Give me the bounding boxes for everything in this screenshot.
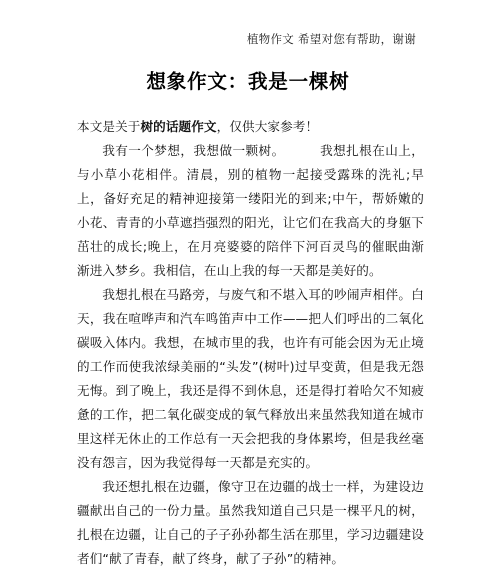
paragraph-1: 我有一个梦想，我想做一颗树。 我想扎根在山上，与小草小花相伴。清晨，别的植物一起接受露珠的洗礼;早上，备好充足的精神迎接第一缕阳光的到来;中午，帮娇嫩的小花、青青的小草遮挡强烈的阳光，让它们在我高大的身躯下茁壮的成长;晚上，在月亮婆婆的陪伴下河百灵鸟的催眠曲渐渐进入梦乡。我相信，在山上我的每一天都是美好的。	[77, 143, 424, 278]
intro-prefix: 本文是关于	[77, 119, 141, 134]
paragraph-3: 我还想扎根在边疆，像守卫在边疆的战士一样，为建设边疆献出自己的一份力量。虽然我知道自己只是一棵平凡的树，扎根在边疆，让自己的子子孙孙都生活在那里，学习边疆建设者们“献了青春，献了终身，献了子孙”的精神。	[77, 479, 424, 566]
document-body	[77, 115, 424, 571]
paragraph-2: 我想扎根在马路旁，与废气和不堪入耳的吵闹声相伴。白天，我在喧哗声和汽车鸣笛声中工作——把人们呼出的二氧化碳吸入体内。我想，在城市里的我，也许有可能会因为无止境的工作而使我浓绿美丽的“头发”(树叶)过早变黄，但是我无怨无悔。到了晚上，我还是得不到休息，还是得打着哈欠不知疲惫的工作，把二氧化碳变成的氧气释放出来虽然我知道在城市里这样无休止的工作总有一天会把我的身体累垮，但是我丝毫没有怨言，因为我觉得每一天都是充实的。	[77, 287, 424, 470]
document-title: 想象作文：我是一棵树	[146, 70, 350, 93]
intro-topic: 树的话题作文	[140, 119, 217, 134]
intro-suffix: ，仅供大家参考！	[216, 119, 319, 134]
document-header-note: 植物作文 希望对您有帮助，谢谢	[246, 32, 416, 46]
intro-line	[77, 115, 424, 139]
